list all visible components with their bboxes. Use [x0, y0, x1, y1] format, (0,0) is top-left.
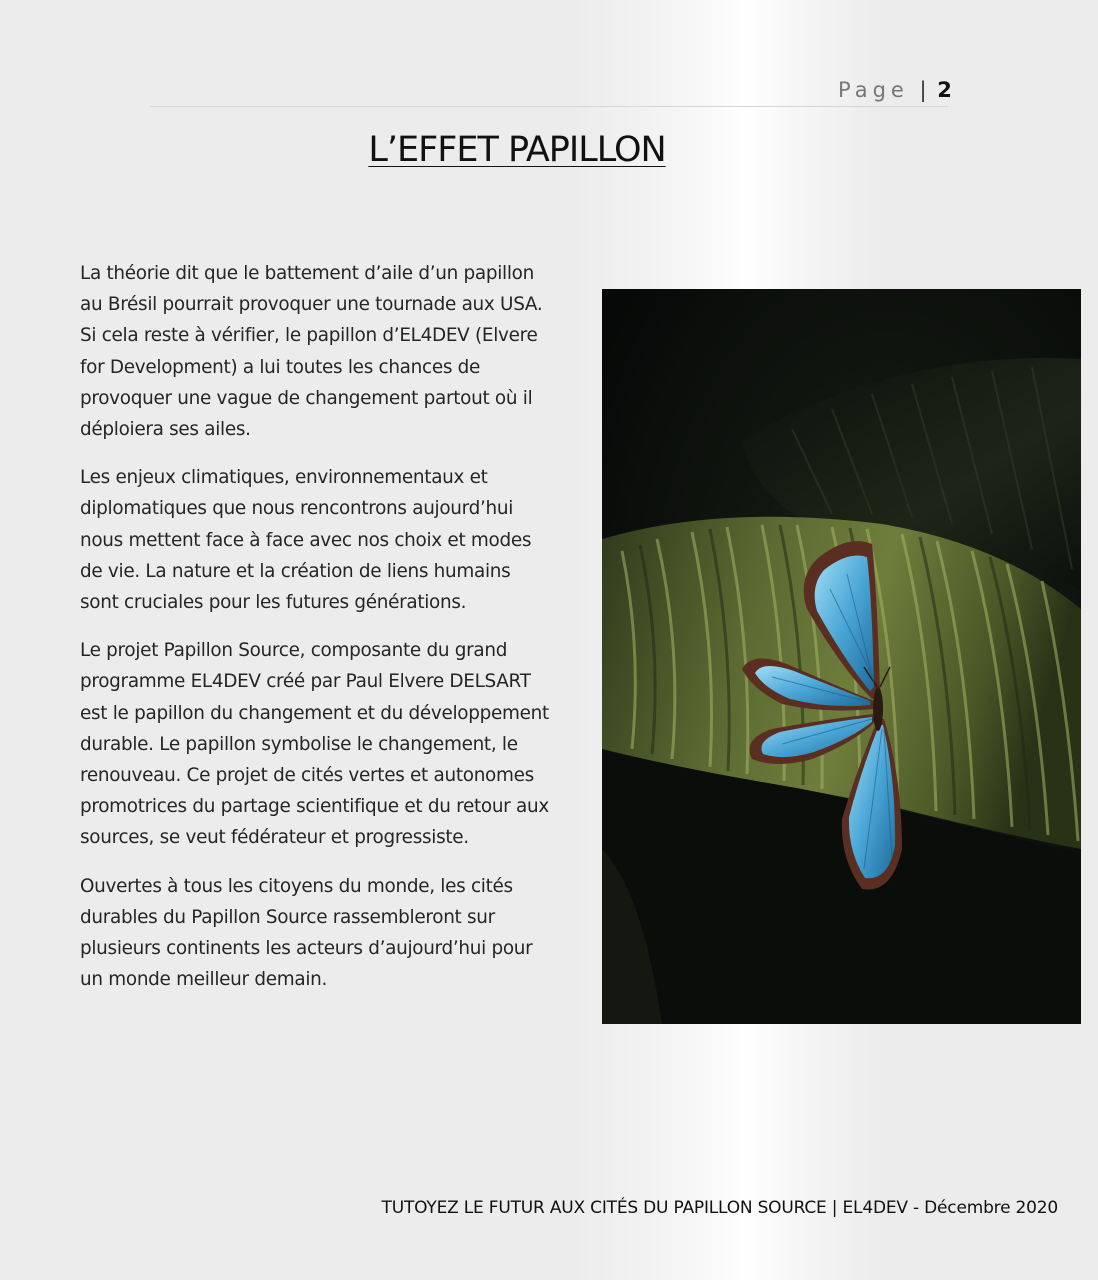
page-title — [0, 130, 1034, 170]
page-title-text: L’EFFET PAPILLON — [368, 130, 666, 170]
page-label: Page — [838, 78, 909, 102]
paragraph-3: Le projet Papillon Source, composante du grand programme EL4DEV créé par Paul Elvere DELSART est le papillon du changement et du développement durable. Le papillon symbolise le changement, le renouveau. Ce projet de cités vertes et autonomes promotrices du partage scientifique et du retour aux sources, se veut fédérateur et progressiste. — [80, 640, 549, 849]
header-rule — [150, 106, 948, 107]
page-footer: TUTOYEZ LE FUTUR AUX CITÉS DU PAPILLON SOURCE | EL4DEV - Décembre 2020 — [381, 1198, 1058, 1218]
butterfly-photo — [602, 289, 1081, 1024]
paragraph-1: La théorie dit que le battement d’aile d’un papillon au Brésil pourrait provoquer une tournade aux USA. Si cela reste à vérifier, le papillon d’EL4DEV (Elvere for Development) a lui toutes les chances de provoquer une vague de changement partout où il déploiera ses ailes. — [80, 263, 543, 441]
paragraph-2: Les enjeux climatiques, environnementaux et diplomatiques que nous rencontrons aujourd’hui nous mettent face à face avec nos choix et modes de vie. La nature et la création de liens humains sont cruciales pour les futures générations. — [80, 467, 532, 614]
butterfly-illustration — [602, 289, 1081, 1024]
page-number — [838, 78, 952, 102]
page-number-value: 2 — [937, 78, 952, 102]
page-separator: | — [919, 78, 927, 102]
paragraph-4: Ouvertes à tous les citoyens du monde, les cités durables du Papillon Source rassembleront sur plusieurs continents les acteurs d’aujourd’hui pour un monde meilleur demain. — [80, 875, 533, 991]
body-text — [80, 258, 550, 1012]
